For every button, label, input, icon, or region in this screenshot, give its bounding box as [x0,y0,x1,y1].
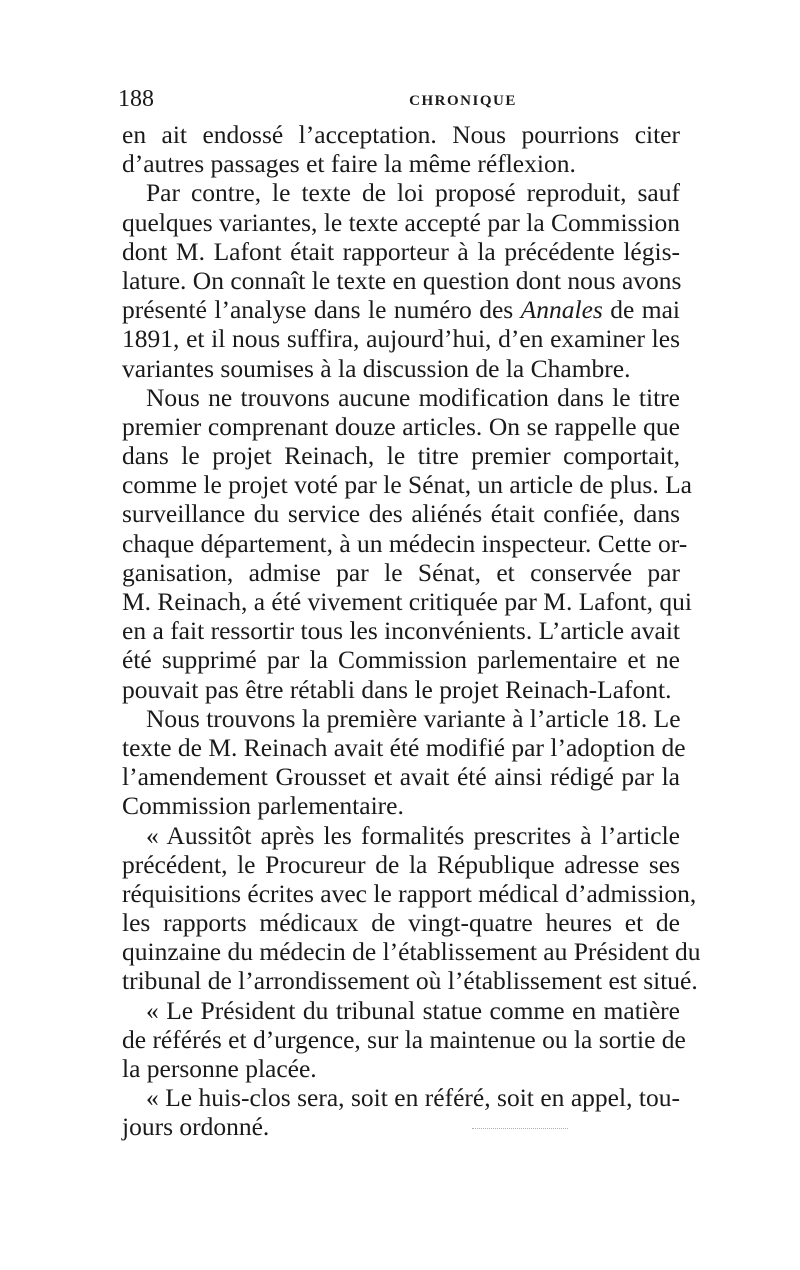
text-line: l’amendement Grousset et avait été ainsi rédigé par la [122,762,680,792]
text-line: réquisitions écrites avec le rapport médical d’admission, [122,878,697,908]
text-line: 1891, et il nous suffira, aujourd’hui, d’en examiner les [122,324,680,354]
text-line: quelques variantes, le texte accepté par la Commission [122,207,680,237]
text-segment: de mai [602,295,680,325]
text-line: en a fait ressortir tous les inconvénients. L’article avait [122,616,680,646]
text-line: pouvait pas être rétabli dans le projet Reinach-Lafont. [122,674,672,704]
text-line: dont M. Lafont était rapporteur à la précédente légis- [122,236,680,266]
text-segment: présenté l’analyse dans le numéro des [122,295,521,325]
text-line: variantes soumises à la discussion de la Chambre. [122,353,631,383]
body-text [122,120,701,1142]
running-head: CHRONIQUE [409,93,517,109]
text-line: Nous trouvons la première variante à l’article 18. Le [146,703,681,733]
text-line: quinzaine du médecin de l’établissement au Président du [122,937,701,967]
text-line: chaque département, à un médecin inspecteur. Cette or- [122,528,688,558]
text-line: lature. On connaît le texte en question dont nous avons [122,265,682,295]
text-line: les rapports médicaux de vingt-quatre heures et de [122,908,680,938]
text-line: été supprimé par la Commission parlementaire et ne [122,645,680,675]
text-line: Nous ne trouvons aucune modification dans le titre [146,382,680,412]
page-header [118,84,684,114]
text-line: d’autres passages et faire la même réflexion. [122,149,576,179]
text-line: « Le Président du tribunal statue comme en matière [146,995,680,1025]
text-line: « Aussitôt après les formalités prescrites à l’article [146,820,680,850]
text-line: premier comprenant douze articles. On se rappelle que [122,411,680,441]
text-line: tribunal de l’arrondissement où l’établissement est situé. [122,966,698,996]
text-line [122,295,680,324]
italic-title: Annales [520,295,603,325]
text-line: ganisation, admise par le Sénat, et conservée par [122,557,680,587]
text-line: Commission parlementaire. [122,791,404,821]
text-line: en ait endossé l’acceptation. Nous pourrions citer [122,120,680,149]
text-line: surveillance du service des aliénés était confiée, dans [122,499,680,529]
text-line: jours ordonné. [122,1112,270,1142]
text-line: M. Reinach, a été vivement critiquée par M. Lafont, qui [122,587,693,616]
footer-rule [472,1128,568,1129]
text-line: Par contre, le texte de loi proposé reproduit, sauf [146,178,680,208]
text-line: de référés et d’urgence, sur la maintenue ou la sortie de [122,1024,686,1054]
text-line: comme le projet voté par le Sénat, un article de plus. La [122,470,693,500]
text-line: précédent, le Procureur de la République adresse ses [122,849,680,879]
text-line: texte de M. Reinach avait été modifié par l’adoption de [122,732,686,762]
text-line: la personne placée. [122,1054,317,1083]
text-line: « Le huis-clos sera, soit en référé, soit en appel, tou- [146,1083,680,1113]
page-number: 188 [118,86,154,112]
text-line: dans le projet Reinach, le titre premier comportait, [122,441,680,471]
